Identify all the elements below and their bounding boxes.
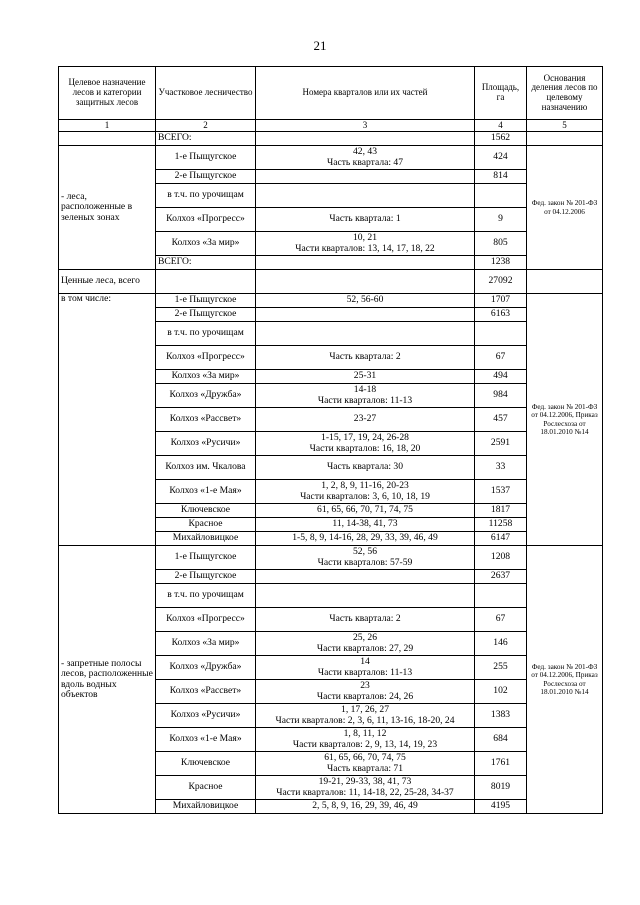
- forestry-cell: Колхоз «1-е Мая»: [156, 728, 256, 752]
- quarters-cell: [256, 632, 475, 656]
- quarters-line: 10, 21: [353, 232, 377, 244]
- quarters-cell: [256, 680, 475, 704]
- table-row: [59, 546, 603, 570]
- area-cell: 1817: [475, 504, 527, 518]
- category-water-strips: - запретные полосы лесов, расположенные вдоль водных объектов: [59, 546, 156, 814]
- quarters-line: 1, 17, 26, 27: [341, 704, 389, 716]
- header-row: [59, 67, 603, 120]
- area-cell: 255: [475, 656, 527, 680]
- header-basis: Основания деления лесов по целевому назначению: [527, 67, 603, 120]
- forestry-cell: Ключевское: [156, 504, 256, 518]
- forestry-cell: в т.ч. по урочищам: [156, 184, 256, 208]
- quarters-cell: [256, 704, 475, 728]
- quarters-line: 2, 5, 8, 9, 16, 29, 39, 46, 49: [312, 800, 418, 812]
- sub-label: в том числе:: [59, 294, 156, 546]
- header-number-row: [59, 120, 603, 132]
- area-cell: 11258: [475, 518, 527, 532]
- area-cell: 457: [475, 408, 527, 432]
- area-cell: 4195: [475, 800, 527, 814]
- quarters-line: 14-18: [353, 384, 377, 396]
- forestry-cell: Колхоз «За мир»: [156, 632, 256, 656]
- forestry-cell: Михайловицкое: [156, 532, 256, 546]
- header-purpose: Целевое назначение лесов и категории защитных лесов: [59, 67, 156, 120]
- quarters-line: 1, 8, 11, 12: [343, 728, 387, 740]
- area-cell: 8019: [475, 776, 527, 800]
- quarters-line: Часть квартала: 30: [326, 461, 404, 473]
- area-cell: 984: [475, 384, 527, 408]
- quarters-line: 1-15, 17, 19, 24, 26-28: [321, 432, 409, 444]
- quarters-cell: [256, 232, 475, 256]
- header-num: 5: [527, 120, 603, 132]
- quarters-cell: [256, 408, 475, 432]
- forestry-cell: в т.ч. по урочищам: [156, 322, 256, 346]
- forestry-cell: Ключевское: [156, 752, 256, 776]
- quarters-line: 1, 2, 8, 9, 11-16, 20-23: [321, 480, 409, 492]
- quarters-cell: [256, 518, 475, 532]
- area-cell: 1707: [475, 294, 527, 308]
- total-area: 27092: [475, 270, 527, 294]
- section-total-row: [59, 270, 603, 294]
- forestry-cell: Колхоз «Русичи»: [156, 704, 256, 728]
- quarters-line: Часть квартала: 1: [329, 213, 401, 225]
- header-num: 3: [256, 120, 475, 132]
- forestry-cell: Колхоз «Прогресс»: [156, 208, 256, 232]
- quarters-line: Части кварталов: 16, 18, 20: [309, 442, 421, 454]
- quarters-cell: [256, 184, 475, 208]
- quarters-cell: [256, 776, 475, 800]
- quarters-line: Части кварталов: 3, 6, 10, 18, 19: [300, 490, 430, 502]
- forestry-cell: Красное: [156, 518, 256, 532]
- forestry-cell: 1-е Пыщугское: [156, 146, 256, 170]
- forestry-cell: Колхоз «За мир»: [156, 370, 256, 384]
- area-cell: 805: [475, 232, 527, 256]
- header-num: 2: [156, 120, 256, 132]
- quarters-line: 42, 43: [353, 146, 377, 158]
- quarters-cell: [256, 752, 475, 776]
- area-cell: 684: [475, 728, 527, 752]
- quarters-cell: [256, 800, 475, 814]
- area-cell: 6147: [475, 532, 527, 546]
- area-cell: 1208: [475, 546, 527, 570]
- quarters-line: 25-31: [353, 370, 377, 382]
- quarters-line: Части кварталов: 11, 14-18, 22, 25-28, 34-37: [276, 786, 454, 798]
- basis-cell: Фед. закон № 201-ФЗ от 04.12.2006, Приказ Рослесхоза от 18.01.2010 №14: [527, 546, 603, 814]
- quarters-cell: [256, 532, 475, 546]
- area-cell: 424: [475, 146, 527, 170]
- forestry-cell: Колхоз «Прогресс»: [156, 346, 256, 370]
- quarters-cell: [256, 656, 475, 680]
- forestry-cell: Колхоз «Русичи»: [156, 432, 256, 456]
- quarters-line: 14: [360, 656, 370, 668]
- quarters-cell: [256, 294, 475, 308]
- quarters-line: 11, 14-38, 41, 73: [332, 518, 398, 530]
- quarters-cell: [256, 146, 475, 170]
- quarters-line: 61, 65, 66, 70, 71, 74, 75: [317, 504, 413, 516]
- area-cell: 814: [475, 170, 527, 184]
- quarters-cell: [256, 608, 475, 632]
- quarters-line: Части кварталов: 27, 29: [316, 642, 414, 654]
- forestry-cell: Колхоз «1-е Мая»: [156, 480, 256, 504]
- quarters-cell: [256, 170, 475, 184]
- area-cell: 33: [475, 456, 527, 480]
- quarters-cell: [256, 504, 475, 518]
- quarters-line: Часть квартала: 71: [326, 762, 404, 774]
- quarters-cell: [256, 208, 475, 232]
- quarters-cell: [256, 322, 475, 346]
- quarters-line: 52, 56-60: [346, 294, 384, 306]
- header-quarters: Номера кварталов или их частей: [256, 67, 475, 120]
- area-cell: [475, 584, 527, 608]
- area-cell: 2637: [475, 570, 527, 584]
- forestry-cell: Колхоз «Рассвет»: [156, 408, 256, 432]
- area-cell: 67: [475, 608, 527, 632]
- quarters-line: Часть квартала: 2: [329, 613, 401, 625]
- forestry-cell: 2-е Пыщугское: [156, 308, 256, 322]
- area-cell: 67: [475, 346, 527, 370]
- forestry-cell: 2-е Пыщугское: [156, 170, 256, 184]
- basis-cell: Фед. закон № 201-ФЗ от 04.12.2006, Приказ Рослесхоза от 18.01.2010 №14: [527, 294, 603, 546]
- header-forestry: Участковое лесничество: [156, 67, 256, 120]
- forest-table: [58, 66, 603, 814]
- quarters-line: 23-27: [353, 413, 377, 425]
- quarters-line: Часть квартала: 2: [329, 351, 401, 363]
- quarters-cell: [256, 546, 475, 570]
- quarters-line: 19-21, 29-33, 38, 41, 73: [318, 776, 412, 788]
- quarters-line: Часть квартала: 47: [326, 156, 404, 168]
- total-label: ВСЕГО:: [156, 132, 256, 146]
- total-area: 1562: [475, 132, 527, 146]
- area-cell: 1383: [475, 704, 527, 728]
- forestry-cell: Красное: [156, 776, 256, 800]
- quarters-line: Части кварталов: 57-59: [317, 556, 413, 568]
- quarters-cell: [256, 370, 475, 384]
- area-cell: 2591: [475, 432, 527, 456]
- forestry-cell: 1-е Пыщугское: [156, 294, 256, 308]
- forestry-cell: Михайловицкое: [156, 800, 256, 814]
- quarters-cell: [256, 570, 475, 584]
- table-row: [59, 146, 603, 170]
- total-row: [59, 132, 603, 146]
- quarters-cell: [256, 432, 475, 456]
- total-area: 1238: [475, 256, 527, 270]
- quarters-line: Части кварталов: 11-13: [317, 394, 413, 406]
- area-cell: 146: [475, 632, 527, 656]
- total-label: ВСЕГО:: [156, 256, 256, 270]
- quarters-line: Части кварталов: 13, 14, 17, 18, 22: [295, 242, 435, 254]
- forestry-cell: Колхоз «За мир»: [156, 232, 256, 256]
- area-cell: 1761: [475, 752, 527, 776]
- forestry-cell: в т.ч. по урочищам: [156, 584, 256, 608]
- area-cell: 9: [475, 208, 527, 232]
- forestry-cell: Колхоз им. Чкалова: [156, 456, 256, 480]
- quarters-line: 23: [360, 680, 370, 692]
- table-row: [59, 294, 603, 308]
- quarters-line: 1-5, 8, 9, 14-16, 28, 29, 33, 39, 46, 49: [292, 532, 438, 544]
- area-cell: [475, 184, 527, 208]
- quarters-line: Части кварталов: 24, 26: [316, 690, 414, 702]
- forestry-cell: Колхоз «Прогресс»: [156, 608, 256, 632]
- quarters-line: 61, 65, 66, 70, 74, 75: [324, 752, 406, 764]
- quarters-cell: [256, 346, 475, 370]
- quarters-line: 25, 26: [353, 632, 377, 644]
- quarters-cell: [256, 308, 475, 322]
- forestry-cell: 1-е Пыщугское: [156, 546, 256, 570]
- quarters-cell: [256, 480, 475, 504]
- header-num: 4: [475, 120, 527, 132]
- header-area: Площадь, га: [475, 67, 527, 120]
- quarters-cell: [256, 384, 475, 408]
- quarters-line: Части кварталов: 2, 9, 13, 14, 19, 23: [292, 738, 438, 750]
- quarters-line: Части кварталов: 2, 3, 6, 11, 13-16, 18-20, 24: [275, 714, 455, 726]
- forestry-cell: Колхоз «Рассвет»: [156, 680, 256, 704]
- header-num: 1: [59, 120, 156, 132]
- area-cell: 494: [475, 370, 527, 384]
- area-cell: [475, 322, 527, 346]
- category-valuable: Ценные леса, всего: [59, 270, 156, 294]
- quarters-line: 52, 56: [353, 546, 377, 558]
- page-number: 21: [313, 38, 327, 53]
- category-green-zones: - леса, расположенные в зеленых зонах: [59, 146, 156, 270]
- quarters-cell: [256, 456, 475, 480]
- forestry-cell: Колхоз «Дружба»: [156, 384, 256, 408]
- area-cell: 6163: [475, 308, 527, 322]
- basis-cell: Фед. закон № 201-ФЗ от 04.12.2006: [527, 146, 603, 270]
- quarters-line: Части кварталов: 11-13: [317, 666, 413, 678]
- area-cell: 1537: [475, 480, 527, 504]
- area-cell: 102: [475, 680, 527, 704]
- forestry-cell: Колхоз «Дружба»: [156, 656, 256, 680]
- forestry-cell: 2-е Пыщугское: [156, 570, 256, 584]
- quarters-cell: [256, 728, 475, 752]
- quarters-cell: [256, 584, 475, 608]
